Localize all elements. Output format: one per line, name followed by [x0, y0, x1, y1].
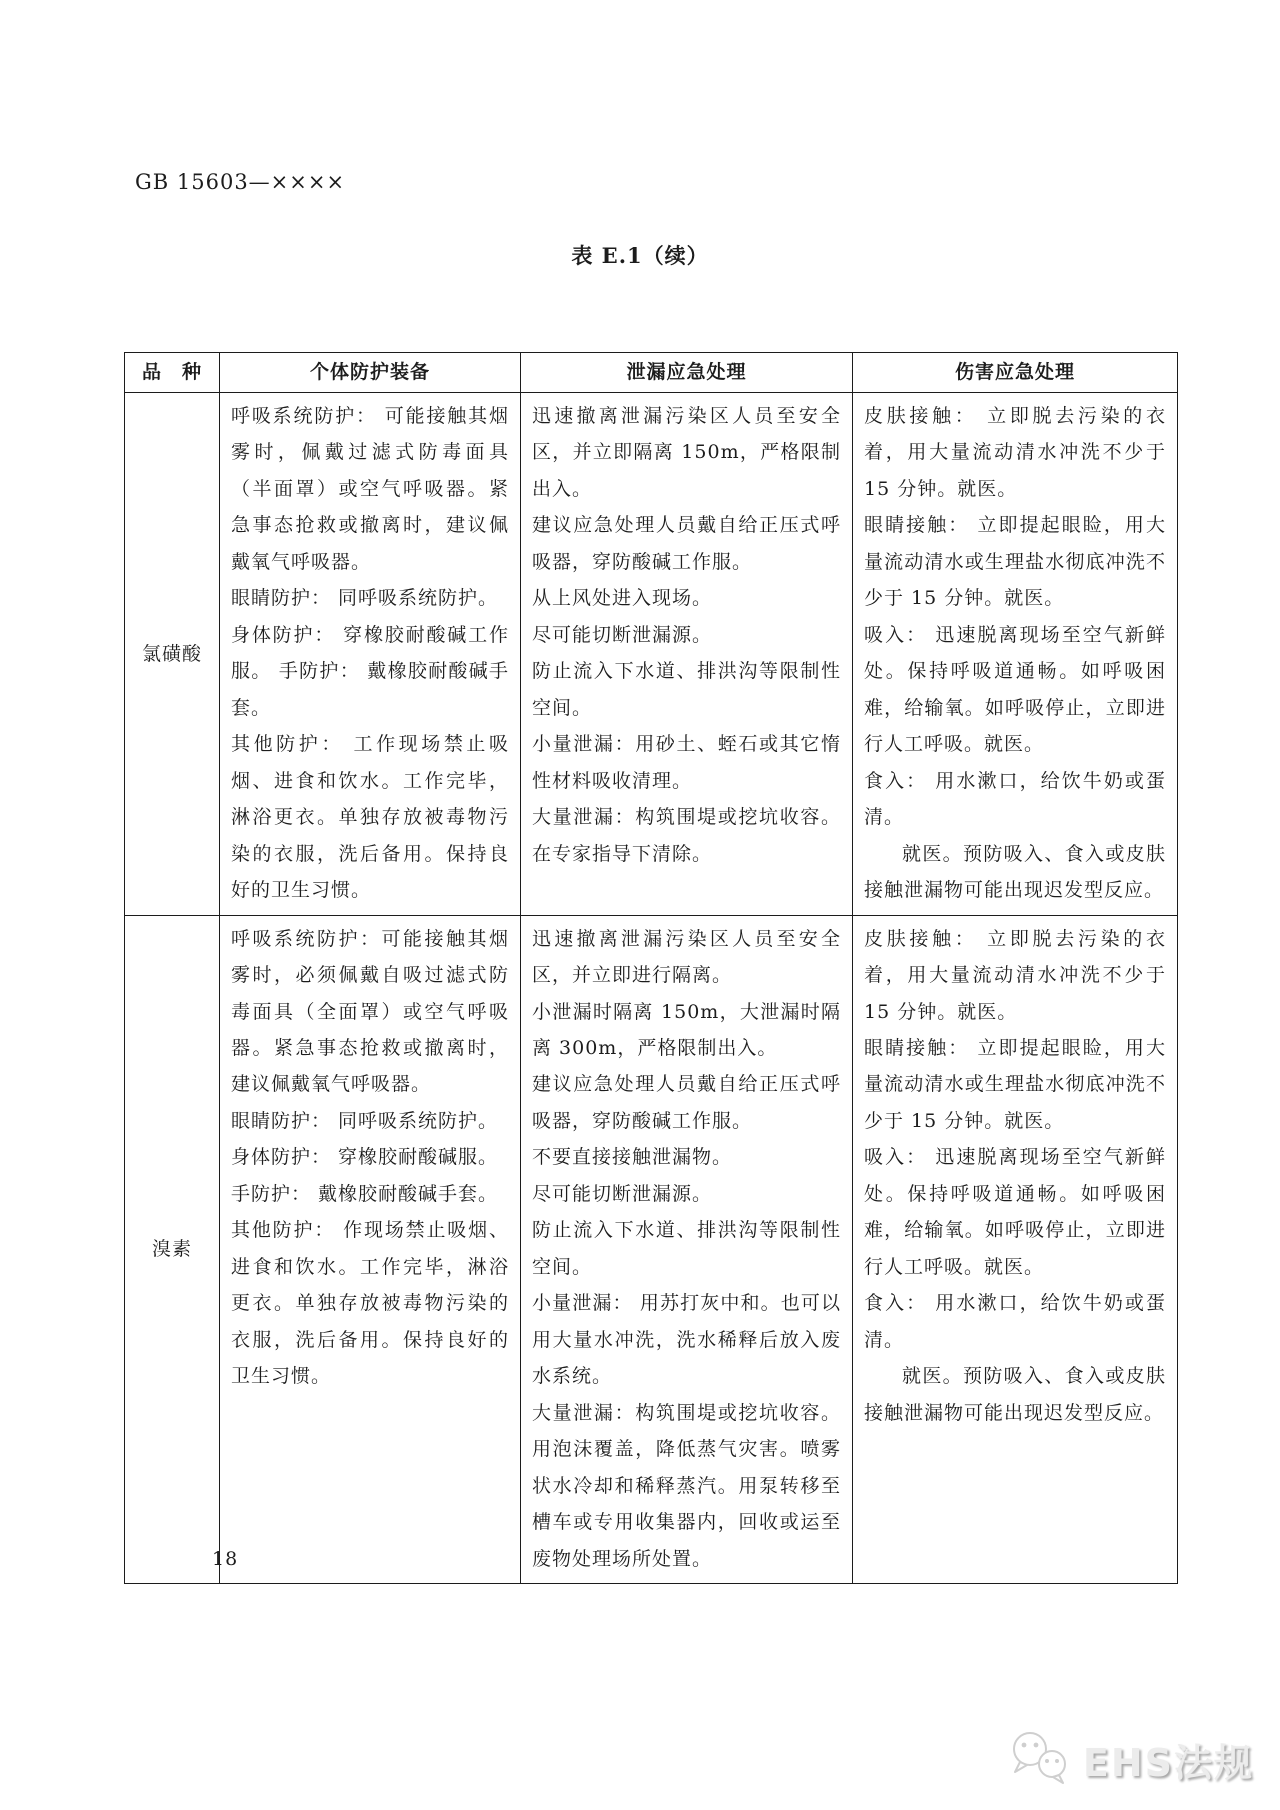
column-header-injury: 伤害应急处理 — [853, 353, 1178, 393]
paragraph: 呼吸系统防护：可能接触其烟雾时，必须佩戴自吸过滤式防毒面具（全面罩）或空气呼吸器。紧急事态抢救或撤离时，建议佩戴氧气呼吸器。 — [231, 927, 509, 1096]
paragraph: 小量泄漏： 用苏打灰中和。也可以用大量水冲洗，洗水稀释后放入废水系统。 — [532, 1292, 841, 1388]
column-header-species: 品 种 — [125, 353, 220, 393]
paragraph: 吸入： 迅速脱离现场至空气新鲜处。保持呼吸道通畅。如呼吸困难，给输氧。如呼吸停止，立即进行人工呼吸。就医。 — [864, 1146, 1166, 1278]
paragraph: 皮肤接触： 立即脱去污染的衣着，用大量流动清水冲洗不少于 15 分钟。就医。 — [864, 927, 1166, 1023]
safety-table — [124, 352, 1178, 1584]
ppe-cell — [220, 393, 521, 916]
paragraph: 防止流入下水道、排洪沟等限制性空间。 — [532, 1219, 841, 1278]
paragraph: 手防护： 戴橡胶耐酸碱手套。 — [231, 1182, 499, 1205]
leak-cell — [521, 915, 853, 1583]
table-row — [125, 393, 1178, 916]
paragraph: 迅速撤离泄漏污染区人员至安全区，并立即进行隔离。 — [532, 927, 841, 987]
paragraph: 其他防护： 作现场禁止吸烟、进食和饮水。工作完毕，淋浴更衣。单独存放被毒物污染的衣服，洗后备用。保持良好的卫生习惯。 — [231, 1219, 509, 1388]
paragraph: 食入： 用水漱口，给饮牛奶或蛋清。 — [864, 769, 1166, 829]
table-row — [125, 915, 1178, 1583]
injury-cell — [853, 393, 1178, 916]
column-header-leak: 泄漏应急处理 — [521, 353, 853, 393]
column-header-ppe: 个体防护装备 — [220, 353, 521, 393]
paragraph: 其他防护： 工作现场禁止吸烟、进食和饮水。工作完毕，淋浴更衣。单独存放被毒物污染的衣服，洗后备用。保持良好的卫生习惯。 — [231, 733, 509, 902]
paragraph: 身体防护： 穿橡胶耐酸碱工作服。 手防护： 戴橡胶耐酸碱手套。 — [231, 623, 509, 719]
paragraph: 身体防护： 穿橡胶耐酸碱服。 — [231, 1146, 499, 1169]
watermark — [1005, 1728, 1254, 1790]
injury-cell — [853, 915, 1178, 1583]
paragraph: 眼睛防护： 同呼吸系统防护。 — [231, 1109, 499, 1132]
paragraph: 眼睛防护： 同呼吸系统防护。 — [231, 587, 499, 610]
page-number: 18 — [212, 1548, 239, 1570]
paragraph: 不要直接接触泄漏物。 — [532, 1146, 733, 1169]
paragraph: 眼睛接触： 立即提起眼睑，用大量流动清水或生理盐水彻底冲洗不少于 15 分钟。就医。 — [864, 1036, 1166, 1132]
doc-code: GB 15603—×××× — [135, 170, 346, 194]
paragraph: 大量泄漏：构筑围堤或挖坑收容。用泡沫覆盖，降低蒸气灾害。喷雾状水冷却和稀释蒸汽。用泵转移至槽车或专用收集器内，回收或运至废物处理场所处置。 — [532, 1401, 841, 1570]
paragraph: 小量泄漏：用砂土、蛭石或其它惰性材料吸收清理。 — [532, 733, 841, 792]
paragraph: 皮肤接触： 立即脱去污染的衣着，用大量流动清水冲洗不少于 15 分钟。就医。 — [864, 405, 1166, 500]
table-caption: 表 E.1（续） — [571, 243, 709, 268]
paragraph: 建议应急处理人员戴自给正压式呼吸器，穿防酸碱工作服。 — [532, 514, 841, 573]
watermark-label: EHS法规 — [1082, 1740, 1254, 1785]
paragraph: 就医。预防吸入、食入或皮肤接触泄漏物可能出现迟发型反应。 — [864, 1365, 1166, 1424]
species-cell: 溴素 — [125, 915, 220, 1583]
species-cell: 氯磺酸 — [125, 393, 220, 916]
paragraph: 眼睛接触： 立即提起眼睑，用大量流动清水或生理盐水彻底冲洗不少于 15 分钟。就医。 — [864, 514, 1166, 610]
paragraph: 尽可能切断泄漏源。 — [532, 623, 713, 646]
paragraph: 建议应急处理人员戴自给正压式呼吸器，穿防酸碱工作服。 — [532, 1073, 841, 1132]
paragraph: 小泄漏时隔离 150m，大泄漏时隔离 300m，严格限制出入。 — [532, 1000, 841, 1059]
paragraph: 尽可能切断泄漏源。 — [532, 1182, 713, 1205]
paragraph: 吸入： 迅速脱离现场至空气新鲜处。保持呼吸道通畅。如呼吸困难，给输氧。如呼吸停止，立即进行人工呼吸。就医。 — [864, 623, 1166, 756]
paragraph: 从上风处进入现场。 — [532, 587, 713, 610]
paragraph: 防止流入下水道、排洪沟等限制性空间。 — [532, 660, 841, 719]
wechat-bubbles-icon — [1005, 1728, 1077, 1790]
ppe-cell — [220, 915, 521, 1583]
paragraph: 就医。预防吸入、食入或皮肤接触泄漏物可能出现迟发型反应。 — [864, 842, 1166, 902]
leak-cell — [521, 393, 853, 916]
paragraph: 呼吸系统防护： 可能接触其烟雾时，佩戴过滤式防毒面具（半面罩）或空气呼吸器。紧急事态抢救或撤离时，建议佩戴氧气呼吸器。 — [231, 405, 509, 573]
paragraph: 大量泄漏：构筑围堤或挖坑收容。在专家指导下清除。 — [532, 806, 841, 865]
paragraph: 迅速撤离泄漏污染区人员至安全区，并立即隔离 150m，严格限制出入。 — [532, 405, 841, 500]
header-row — [125, 353, 1178, 393]
paragraph: 食入： 用水漱口，给饮牛奶或蛋清。 — [864, 1292, 1166, 1351]
